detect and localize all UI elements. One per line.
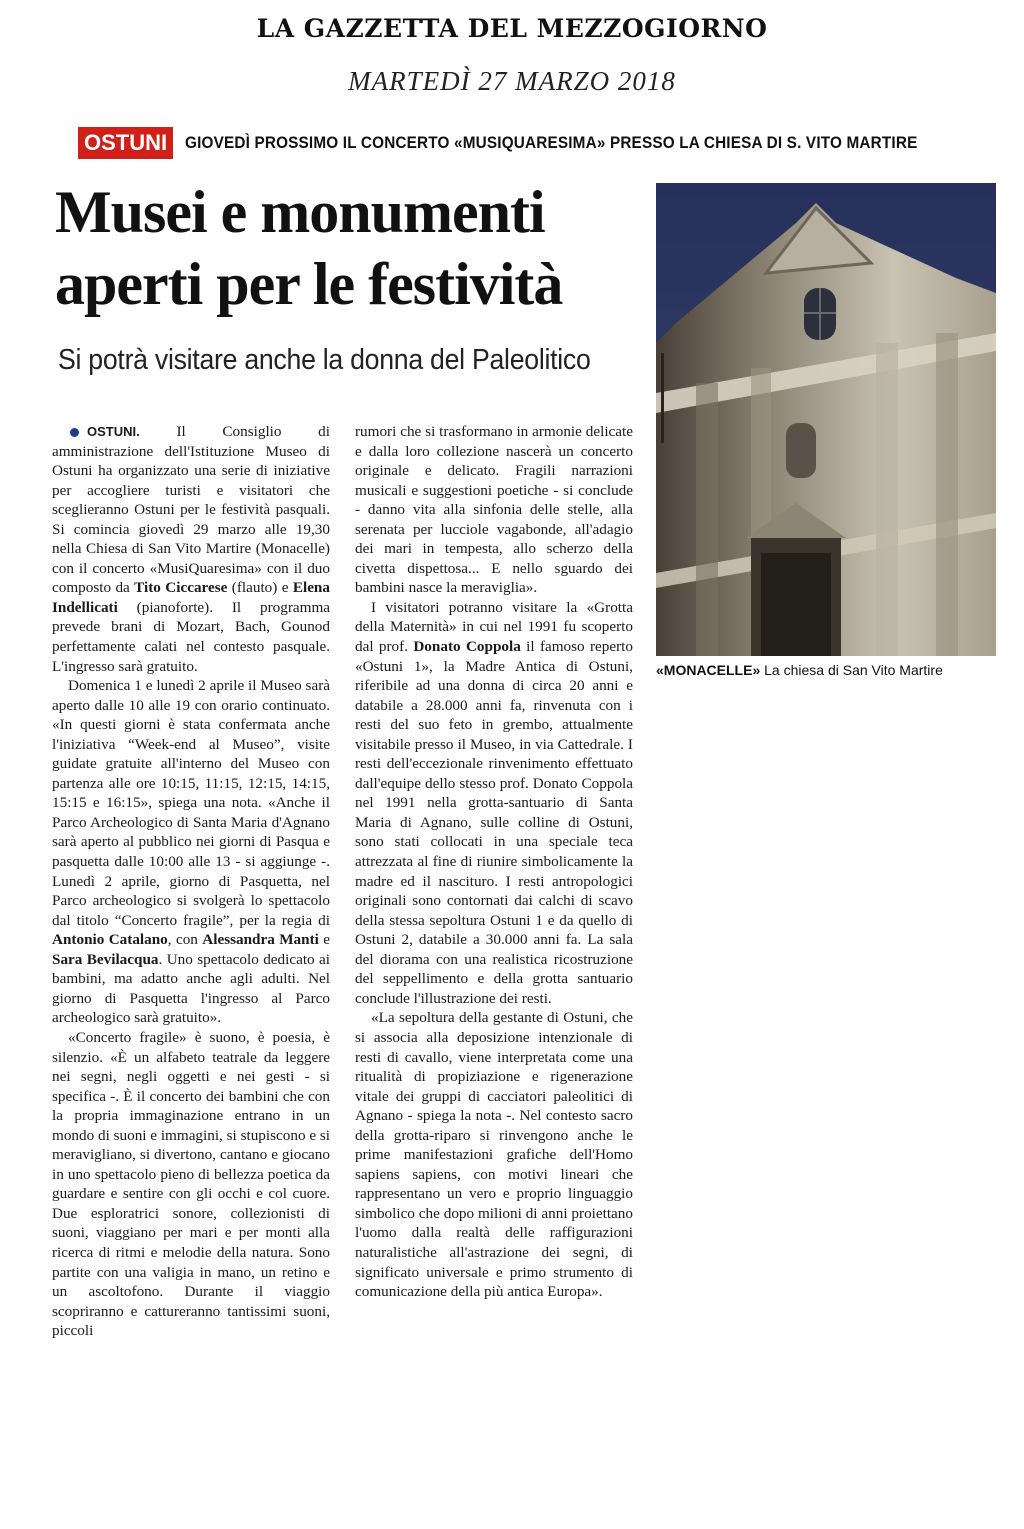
headline — [55, 176, 655, 320]
person-name: Antonio Catalano — [52, 931, 168, 949]
text-run: il famoso reperto «Ostuni 1», la Madre Antica di Ostuni, riferibile ad una donna di circa 20 anni e databile a 28.000 anni fa, rinvenuta con i resti del suo feto in grembo, attualmente visitabile presso il Museo, in via Cattedrale. I resti dell'eccezionale rinvenimento effettuato dall'equipe dello stesso prof. Donato Coppola nel 1991 nella grotta-santuario di Santa Maria di Agnano, sulle colline di Ostuni, sono stati collocati in una speciale teca attrezzata al fine di riunire simbolicamente la madre ed il nascituro. I resti antropologici originali sono contornati dai calchi di scavo della stessa sepoltura Ostuni 1 e da quello di Ostuni 2, databile a 30.000 anni fa. La sala del diorama con una realistica ricostruzione del seppellimento e della grotta santuario conclude l'illustrazione dei resti. — [355, 638, 633, 1007]
kicker-row — [78, 125, 958, 161]
paragraph: «Concerto fragile» è suono, è poesia, è silenzio. «È un alfabeto teatrale da leggere nei segni, negli oggetti e nei gesti - si specifica -. È il concerto dei bambini che con la propria immaginazione entrano in un mondo di suoni e immagini, si stupiscono e si meravigliano, si divertono, cantano e giocano in uno spettacolo pieno di bellezza poetica da guardare e sentire con gli occhi e col cuore. Due esploratrici sonore, collezionisti di suoni, viaggiano per mari e per monti alla ricerca di ritmi e melodie della natura. Sono partite con una valigia in mano, un retino e un ascoltofono. Durante il viaggio scopriranno e cattureranno tantissimi suoni, piccoli — [52, 1028, 331, 1340]
paragraph: «La sepoltura della gestante di Ostuni, che si associa alla deposizione intenzionale di resti di cavallo, viene interpretata come una ritualità di propiziazione e rigenerazione vitale dei gruppi di cacciatori paleolitici di Agnano - spiega la nota -. Nel contesto sacro della grotta-riparo si rinvengono anche le prime manifestazioni grafiche dell'Homo sapiens sapiens, con motivi lineari che rappresentano un vero e proprio linguaggio simbolico che dopo milioni di anni proiettano l'uomo dalla realtà delle raffigurazioni naturalistiche all'astrazione dei segni, di significato universale e primo strumento di comunicazione della più antica Europa». — [355, 1009, 633, 1301]
church-photo — [656, 183, 996, 656]
text-run: Il Consiglio di amministrazione dell'Istituzione Museo di Ostuni ha organizzato una serie di iniziative per accogliere turisti e visitatori che sceglieranno Ostuni per le festività pasquali. Si comincia giovedì 29 marzo alle 19,30 nella Chiesa di San Vito Martire (Monacelle) con il concerto «MusiQuaresima» con il duo composto da — [52, 423, 330, 597]
person-name: Alessandra Manti — [202, 931, 319, 949]
issue-date: MARTEDÌ 27 MARZO 2018 — [348, 66, 676, 96]
person-name: Elena Indellicati — [52, 579, 330, 616]
paragraph — [52, 422, 330, 676]
text-run: (pianoforte). Il programma prevede brani di Mozart, Bach, Gounod perfettamente calati nel contesto pasquale. L'ingresso sarà gratuito. — [52, 598, 330, 675]
caption-label: «MONACELLE» — [656, 662, 761, 678]
text-run: (flauto) e — [227, 579, 293, 597]
church-facade-image — [656, 183, 996, 656]
dateline-city: OSTUNI. — [87, 424, 140, 439]
article-column-2 — [355, 422, 633, 1302]
article-column-1 — [52, 422, 330, 1341]
person-name: Donato Coppola — [413, 638, 521, 656]
subheadline: Si potrà visitare anche la donna del Paleolitico — [58, 344, 591, 376]
person-name: Sara Bevilacqua — [52, 950, 159, 968]
headline-line-1: Musei e monumenti — [55, 179, 545, 245]
text-run: Domenica 1 e lunedì 2 aprile il Museo sarà aperto dalle 10 alle 19 con orario continuato. «In questi giorni è stata confermata anche l'iniziativa “Week-end al Museo”, visite guidate gratuite all'interno del Museo con partenza alle ore 10:15, 11:15, 12:15, 14:15, 15:15 e 16:15», spiega una nota. «Anche il Parco Archeologico di Santa Maria d'Agnano sarà aperto al pubblico nei giorni di Pasqua e pasquetta dalle 10:00 alle 13 - si aggiunge -. Lunedì 2 aprile, giorno di Pasquetta, nel Parco archeologico si svolgerà lo spettacolo dal titolo “Concerto fragile”, per la regia di — [52, 677, 330, 929]
paragraph: rumori che si trasformano in armonie delicate e dalla loro collezione nascerà un concerto originale e delicato. Fragili narrazioni musicali e suggestioni poetiche - si conclude - danno vita alla sinfonia delle stelle, alla serenata per lucciole vagabonde, all'adagio dei mari in tempesta, allo scherzo della civetta dispettosa... E nello sguardo dei bambini nasce la meraviglia». — [355, 423, 633, 597]
person-name: Tito Ciccarese — [134, 579, 228, 597]
newspaper-masthead: LA GAZZETTA DEL MEZZOGIORNO — [256, 14, 768, 43]
caption-text: La chiesa di San Vito Martire — [760, 662, 943, 678]
text-run: e — [318, 931, 330, 949]
paragraph — [355, 598, 633, 1008]
bullet-dot-icon — [70, 428, 79, 437]
section-label: OSTUNI — [78, 127, 173, 159]
text-run: . Uno spettacolo dedicato ai bambini, ma adatto anche agli adulti. Nel giorno di Pasquetta l'ingresso al Parco archeologico sarà gratuito». — [52, 950, 330, 1027]
kicker: GIOVEDÌ PROSSIMO IL CONCERTO «MUSIQUARESIMA» PRESSO LA CHIESA DI S. VITO MARTIRE — [185, 133, 918, 152]
headline-line-2: aperti per le festività — [55, 251, 563, 317]
text-run: , con — [167, 931, 203, 949]
photo-caption — [656, 662, 1001, 678]
text-run: I visitatori potranno visitare la «Grotta della Maternità» in cui nel 1991 fu scoperto dal prof. — [355, 598, 633, 656]
paragraph — [52, 676, 330, 1028]
